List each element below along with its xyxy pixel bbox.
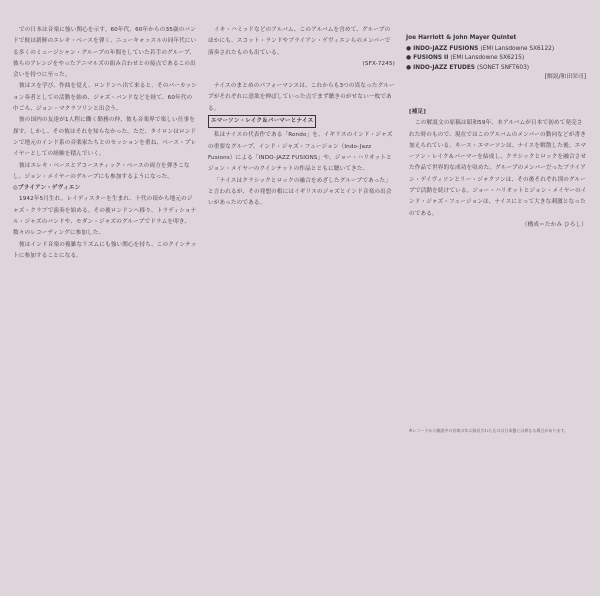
column-left <box>13 25 198 262</box>
author-signature: （構成＝たかみ ひろし） <box>521 221 587 228</box>
section-heading: [補足] <box>409 109 426 115</box>
column-right <box>409 107 587 231</box>
paragraph: イキ・ハミッドなどのアルバム、このアルバムを含めて、グループのほかにも、スコット・ランドやブライアン・ゲヴィエンらのメンバーで演奏されたものも出ている。 <box>208 27 391 56</box>
paragraph: 彼はエレキ・ベースとアコースティック・ベースの両方を弾きこなし、ジョン・メイヤーのグループにも参加するようになった。 <box>13 162 190 180</box>
group-name: Joe Harriott & John Mayer Quintet <box>406 35 517 41</box>
notes-credit: [解説/和田栄司] <box>544 74 586 80</box>
paragraph: 彼はスを学び、作曲を覚え、ロンドンへ出て来ると、そのパーカッション奏者としての活動を始め、ジャズ・バンドなどを経て、60年代の中ごろ、ジョン・マクラフリンと出会う。 <box>13 83 198 113</box>
discography <box>406 34 586 83</box>
paragraph: この解説文の原稿は昭和59年、本アルバムが日本で初めて発売された時のもので、現在ではこのアルバムのメンバーの動向などが書き加えられている。キース・エマーソンは、ナイスを解散した後、エマーソン・レイク＆パーマーを結成し、クラシックとロックを融合させた作品で世界的な成功を収めた。グループのメンバーだったブライアン・デイヴィソンとリー・ジャクソンは、その後それぞれ別のグループで活動を続けている。ジョー・ハリオットとジョン・メイヤーのインド・ジャズ・フュージョンは、ナイスにとって大きな刺激となったのである。 <box>409 120 587 217</box>
section-heading: ◎ブライアン・ゲヴィエン <box>13 185 81 192</box>
paragraph: での日本は音楽に強い関心を示す。60年代、60年からの35歳のバンドで彼は新鮮のエレキ・ベースを弾く、ニューキャッスルの同年代にいる多くのミュージシャン・グループの年間をしていた若手のグループ、彼らのアレンジをやったアニマルズの組み合わせとの接点であるこの出会いを持つに至った。 <box>13 27 197 79</box>
column-middle <box>208 25 395 209</box>
discography-item: ● INDO-JAZZ ETUDES (SONET SNFT603) <box>406 64 530 71</box>
paragraph: ナイスのまとめのパフォーマンスは、これからも3つの異なったグループがそれぞれに意欲を伸ばしていった点でまず聴きのがせない一枚である。 <box>208 83 395 112</box>
section-heading-boxed: エマーソン・レイク＆パーマーとナイス <box>208 115 316 128</box>
paragraph: 私はナイスの代表作である「Rondo」を、イギリスのインド・ジャズの重要なグループ、インド・ジャズ・フュージョン（Indo-Jazz Fusions）による「INDO-JAZZ FUSIONS」や、ジョー・ハリオットとジョン・メイヤーのクインテットの作品とともに聴いてきた。 <box>208 132 393 173</box>
footnote: ※レコードから解説中の音楽の年に録音されたものは日本盤とは異なる場合があります。 <box>409 428 569 433</box>
discography-item: ● FUSIONS II (EMI Lansdowne SX6215) <box>406 55 525 61</box>
discography-item: ● INDO-JAZZ FUSIONS (EMI Lansdowne SX6122) <box>406 45 555 52</box>
paragraph: 彼の国内の友達が1人程に働く勤務の仲、彼も音楽界で楽しい仕事を探す、しかし、その彼はそれを知らなかった。ただ、タイロンはロンドンで地元のインド系の音楽家たちとのセッションを重ね、ベース・プレイヤーとしての経験を積んでいく。 <box>13 117 197 158</box>
paragraph: 彼はインド音楽の複雑なリズムにも強い関心を持ち、このクインテットに参加することになる。 <box>13 241 197 259</box>
paragraph: 「ナイスはクラシックとロックの融合をめざしたグループであった」と言われるが、その発想の根にはイギリスのジャズとインド音楽の出会いがあったのである。 <box>208 177 392 207</box>
catalog-citation: (SFX-7245) <box>362 60 395 67</box>
paragraph: 1942年5月生れ。レイディスターを生まれ、十代の頃から地元のジャズ・クラブで演奏を始める。その後ロンドンへ移り、トラディショナル・ジャズのバンドや、モダン・ジャズのグループでドラムを叩き、数々のレコーディングに参加した。 <box>13 196 197 237</box>
